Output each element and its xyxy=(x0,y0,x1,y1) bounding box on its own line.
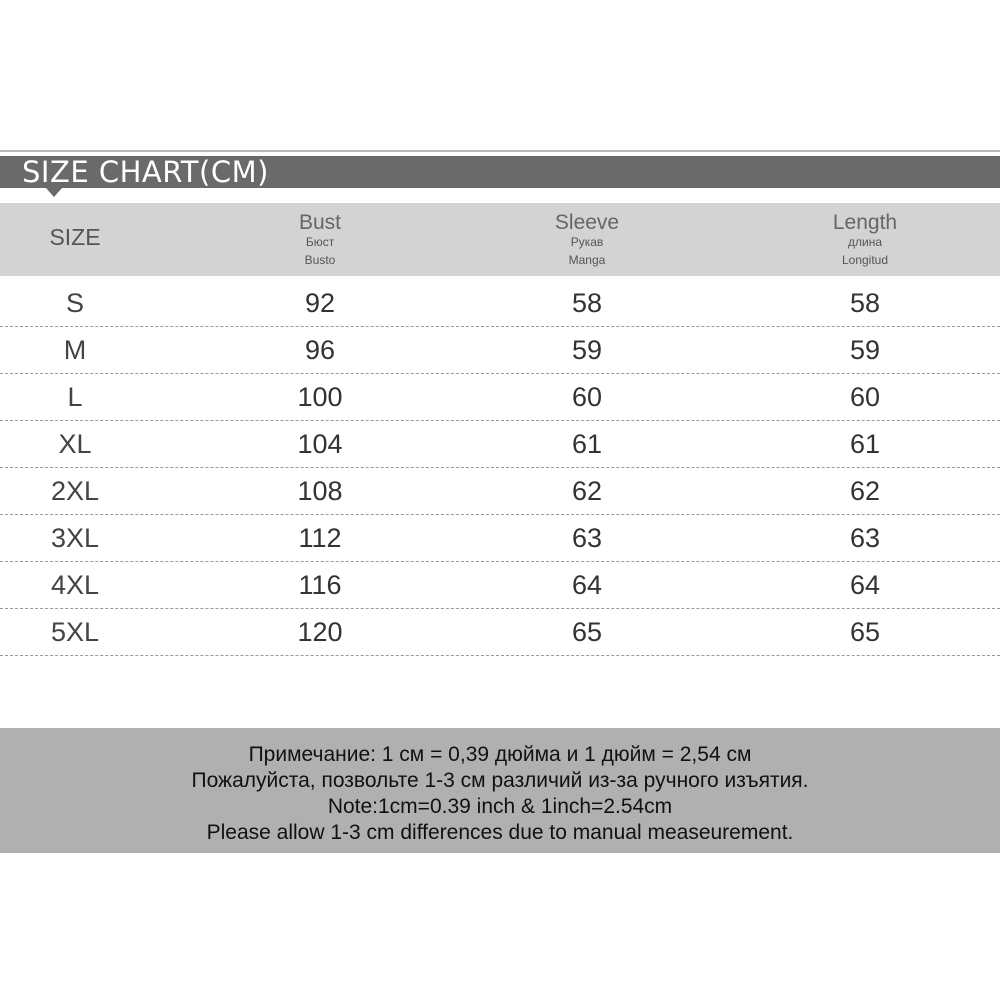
cell-size: 2XL xyxy=(50,476,100,506)
cell-bust: 108 xyxy=(297,476,343,506)
header-sleeve-label: Sleeve xyxy=(554,211,620,234)
title-bar xyxy=(0,156,1000,188)
table-row xyxy=(0,374,1000,421)
title-pointer xyxy=(46,188,62,197)
cell-bust: 104 xyxy=(297,429,343,459)
note-line-en-1: Note:1cm=0.39 inch & 1inch=2.54cm xyxy=(327,795,673,818)
header-sleeve xyxy=(487,203,687,276)
table-row xyxy=(0,515,1000,562)
header-size xyxy=(0,203,150,276)
note-line-ru-2: Пожалуйста, позвольте 1-3 см различий из-за ручного изъятия. xyxy=(191,769,809,792)
table-row xyxy=(0,421,1000,468)
table-row xyxy=(0,280,1000,327)
cell-length: 62 xyxy=(849,476,881,506)
cell-size: 5XL xyxy=(50,617,100,647)
cell-bust: 112 xyxy=(298,523,342,553)
cell-length: 64 xyxy=(849,570,881,600)
header-length xyxy=(765,203,965,276)
header-length-es: Longitud xyxy=(841,253,889,267)
header-bust-ru: Бюст xyxy=(305,235,335,249)
cell-length: 59 xyxy=(849,335,881,365)
cell-size: M xyxy=(63,335,87,365)
cell-sleeve: 62 xyxy=(571,476,603,506)
cell-bust: 92 xyxy=(304,288,336,318)
cell-size: L xyxy=(67,382,83,412)
cell-length: 65 xyxy=(849,617,881,647)
header-sleeve-es: Manga xyxy=(568,253,606,267)
cell-sleeve: 65 xyxy=(571,617,603,647)
table-header xyxy=(0,203,1000,276)
cell-length: 61 xyxy=(849,429,881,459)
cell-size: S xyxy=(65,288,84,318)
size-table-body xyxy=(0,280,1000,656)
note-line-en-2: Please allow 1-3 cm differences due to manual measeurement. xyxy=(206,821,794,844)
header-size-label: SIZE xyxy=(49,224,101,250)
cell-bust: 120 xyxy=(297,617,343,647)
header-bust xyxy=(220,203,420,276)
table-row xyxy=(0,562,1000,609)
cell-sleeve: 59 xyxy=(571,335,603,365)
cell-size: 4XL xyxy=(50,570,100,600)
cell-bust: 116 xyxy=(298,570,342,600)
table-row xyxy=(0,468,1000,515)
chart-title: SIZE CHART(CM) xyxy=(22,155,269,189)
cell-size: XL xyxy=(58,429,92,459)
cell-sleeve: 60 xyxy=(571,382,603,412)
header-length-ru: длина xyxy=(847,235,882,249)
cell-length: 58 xyxy=(849,288,881,318)
header-sleeve-ru: Рукав xyxy=(570,235,604,249)
cell-bust: 100 xyxy=(297,382,343,412)
cell-length: 60 xyxy=(849,382,881,412)
cell-sleeve: 61 xyxy=(571,429,603,459)
cell-sleeve: 64 xyxy=(571,570,603,600)
table-row xyxy=(0,609,1000,656)
table-row xyxy=(0,327,1000,374)
cell-sleeve: 58 xyxy=(571,288,603,318)
measurement-note xyxy=(0,728,1000,853)
header-bust-label: Bust xyxy=(298,211,342,234)
cell-length: 63 xyxy=(849,523,881,553)
header-bust-es: Busto xyxy=(304,253,336,267)
cell-bust: 96 xyxy=(304,335,336,365)
top-rule xyxy=(0,150,1000,152)
cell-sleeve: 63 xyxy=(571,523,603,553)
note-line-ru-1: Примечание: 1 см = 0,39 дюйма и 1 дюйм = 2,54 см xyxy=(248,743,752,766)
header-length-label: Length xyxy=(832,211,898,234)
cell-size: 3XL xyxy=(50,523,100,553)
